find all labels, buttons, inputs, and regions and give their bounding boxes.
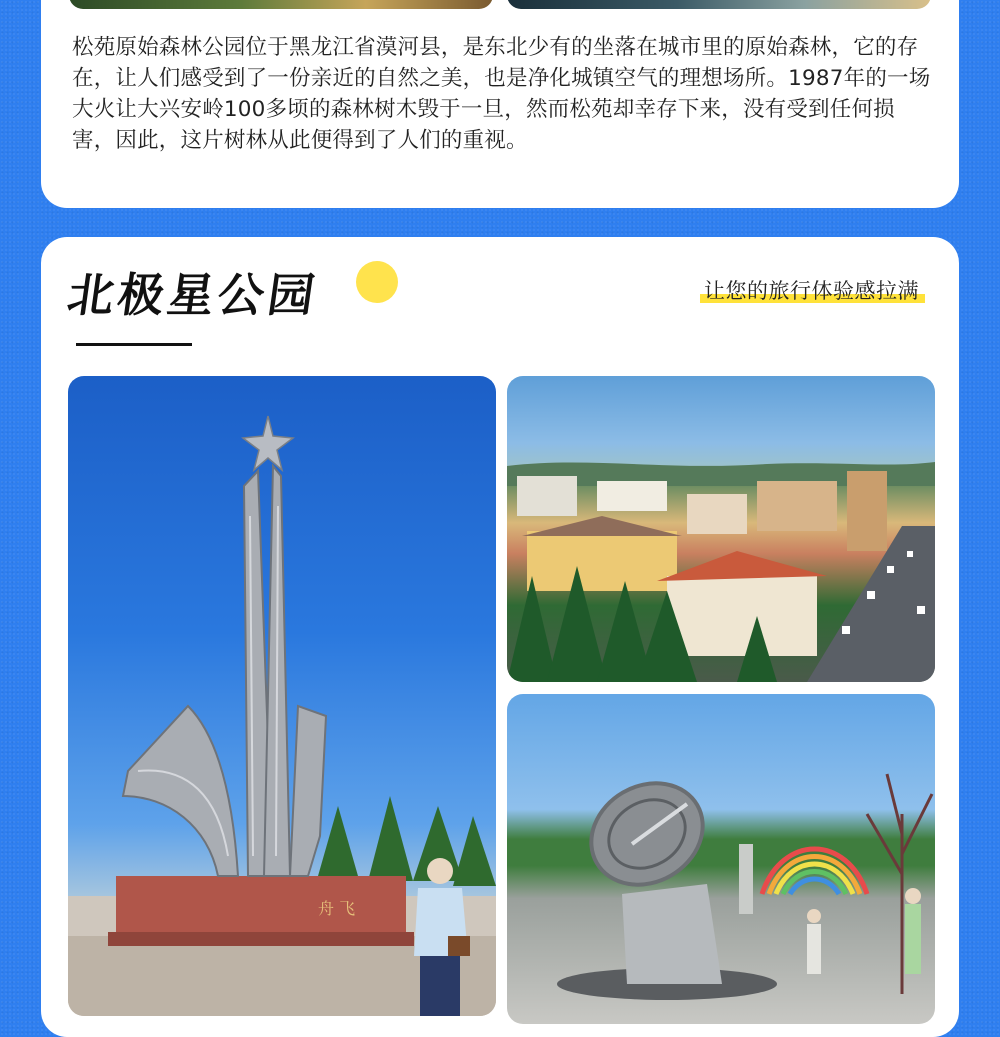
section-title: 北极星公园 (64, 268, 322, 322)
section-heading (64, 265, 322, 325)
town-street-photo (507, 376, 935, 682)
polaris-monument-photo (68, 376, 496, 1016)
forest-photo-left (69, 0, 493, 9)
tagline: 让您的旅行体验感拉满 (704, 279, 919, 303)
tagline-block (704, 275, 919, 305)
intro-card (41, 0, 959, 208)
forest-photo-right (507, 0, 931, 9)
sundial-plaza-photo (507, 694, 935, 1024)
title-underline (76, 343, 192, 346)
park-section-card (41, 237, 959, 1037)
title-decor-dot (356, 261, 398, 303)
intro-paragraph: 松苑原始森林公园位于黑龙江省漠河县，是东北少有的坐落在城市里的原始森林，它的存在，让人们感受到了一份亲近的自然之美，也是净化城镇空气的理想场所。1987年的一场大火让大兴安岭100多顷的森林树木毁于一旦，然而松苑却幸存下来，没有受到任何损害，因此，这片树林从此便得到了人们的重视。 (72, 35, 931, 153)
plaque-text: 舟 飞 (318, 899, 356, 918)
